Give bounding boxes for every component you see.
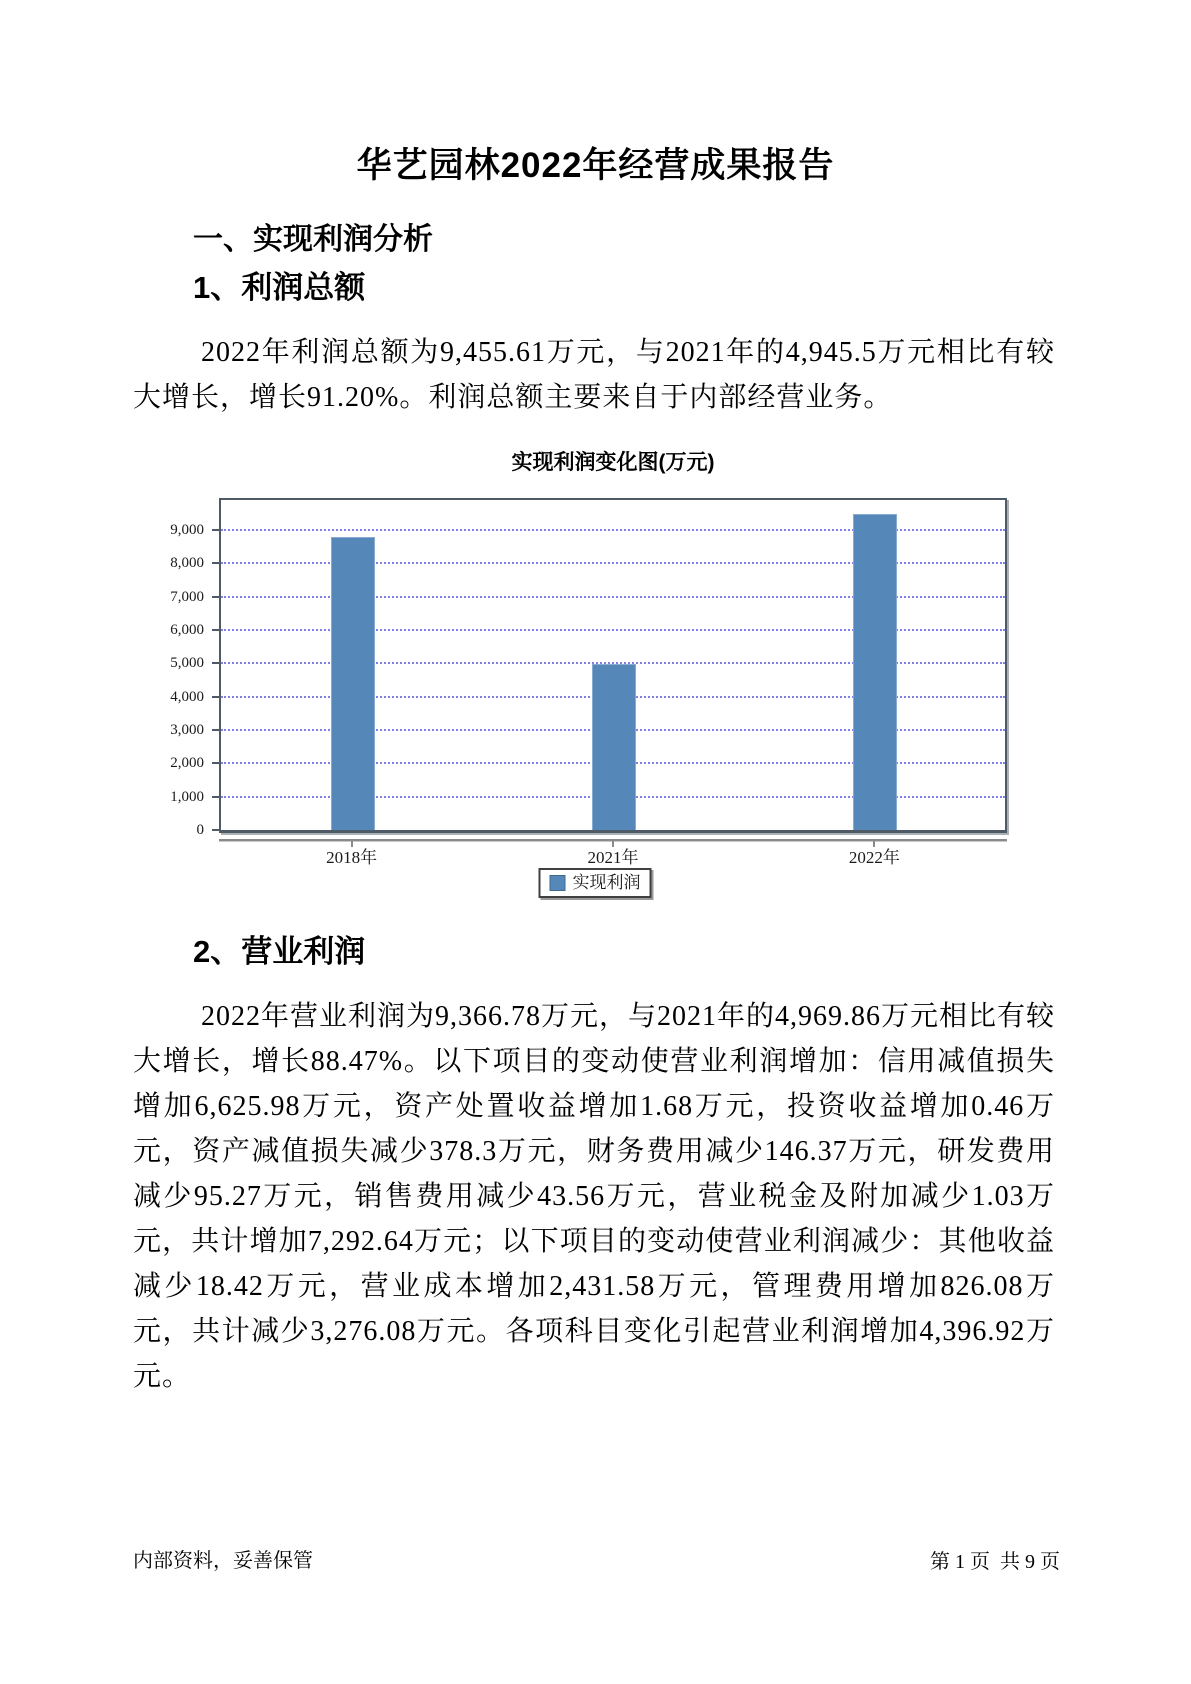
total-profit-paragraph: 2022年利润总额为9,455.61万元，与2021年的4,945.5万元相比有较大增长，增长91.20%。利润总额主要来自于内部经营业务。	[133, 337, 1055, 413]
subsection-heading-total-profit: 1、利润总额	[193, 270, 366, 305]
legend-label: 实现利润	[572, 873, 641, 892]
y-axis-tick	[212, 762, 219, 764]
y-axis-tick-label: 4,000	[170, 688, 204, 705]
y-axis-tick-label: 5,000	[170, 655, 204, 672]
subsection-heading-operating-profit: 2、营业利润	[193, 934, 366, 969]
legend-marker	[550, 875, 566, 891]
chart-bar	[592, 664, 636, 830]
footer-confidential-note: 内部资料，妥善保管	[133, 1550, 313, 1572]
report-title: 华艺园林2022年经营成果报告	[356, 146, 835, 185]
y-axis-tick	[212, 729, 219, 731]
operating-profit-paragraph: 2022年营业利润为9,366.78万元，与2021年的4,969.86万元相比有较大增长，增长88.47%。以下项目的变动使营业利润增加：信用减值损失增加6,625.98万元，资产处置收益增加1.68万元，投资收益增加0.46万元，资产减值损失减少378.3万元，财务费用减少146.37万元，研发费用减少95.27万元，销售费用减少43.56万元，营业税金及附加减少1.03万元，共计增加7,292.64万元；以下项目的变动使营业利润减少：其他收益减少18.42万元，营业成本增加2,431.58万元，管理费用增加826.08万元，共计减少3,276.08万元。各项科目变化引起营业利润增加4,396.92万元。	[133, 1001, 1056, 1392]
x-axis-tick	[612, 841, 614, 847]
y-axis-tick-label: 3,000	[170, 722, 204, 738]
chart-legend	[539, 868, 652, 898]
y-axis-tick-label: 6,000	[170, 622, 204, 638]
x-axis-label: 2021年	[587, 848, 639, 867]
y-axis-tick	[212, 696, 219, 698]
x-axis-tick	[873, 841, 875, 847]
y-axis	[119, 498, 219, 838]
x-axis-label: 2022年	[848, 848, 900, 867]
y-axis-tick	[212, 562, 219, 564]
y-axis-tick-label: 2,000	[170, 755, 204, 772]
y-axis-tick	[212, 829, 219, 831]
footer-page-number: 第 1 页 共 9 页	[930, 1551, 1060, 1573]
y-axis-tick-label: 9,000	[170, 522, 204, 538]
y-axis-tick-label: 1,000	[170, 788, 204, 805]
y-axis-tick	[212, 596, 219, 598]
y-axis-tick-label: 7,000	[170, 588, 204, 605]
x-axis-label: 2018年	[326, 848, 378, 867]
y-axis-tick	[212, 796, 219, 798]
y-axis-tick-label: 8,000	[170, 555, 204, 572]
y-axis-tick-label: 0	[196, 822, 204, 838]
chart-title: 实现利润变化图(万元)	[511, 451, 715, 474]
section-heading-profit-analysis: 一、实现利润分析	[193, 223, 433, 256]
y-axis-tick	[212, 662, 219, 664]
y-axis-tick	[212, 529, 219, 531]
chart-bar	[331, 537, 375, 830]
chart-bar	[853, 514, 897, 830]
y-axis-tick	[212, 629, 219, 631]
chart-plot-area	[219, 498, 1007, 833]
x-axis-tick	[351, 841, 353, 847]
